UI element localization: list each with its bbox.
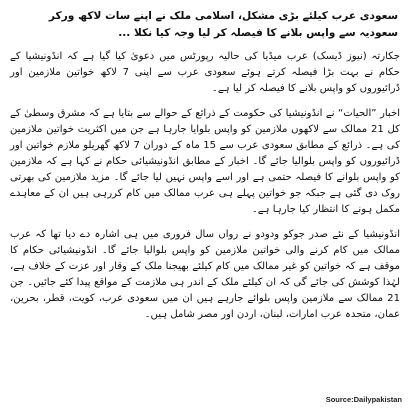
source-credit: Source:Dailypakistan [325, 395, 402, 404]
article-paragraph: انڈونیشیا کے نئے صدر جوکو ودودو نے رواں سال فروری میں ہی اشارہ دے دیا تھا کہ عرب ممالک میں کام کرنے والی خواتین ملازمین کو واپس بلوالیا جائے گا۔ انڈونیشیائی حکام کا موقف ہے کہ خواتین کو غیر ممالک میں کام کیلئے بھیجنا ملک کے وقار اور عزت کے خلاف ہے، لہٰذا کوشش کی جائے گی کہ ان کیلئے ملک کے اندر ہی ملازمت کے مواقع پیدا کئے جائیں۔ جن 21 ممالک سے ملازمین واپس بلوائے جارہے ہیں ان میں سعودی عرب، کویت، قطر، بحرین، عمان، متحدہ عرب امارات، لبنان، اردن اور مصر شامل ہیں۔ [10, 229, 400, 320]
article-body [10, 49, 400, 323]
article-paragraph: اخبار ”الحیات“ نے انڈونیشیا کی حکومت کے ذرائع کے حوالے سے بتایا ہے کہ مشرق وسطیٰ کے کل 21 ممالک سے لاکھوں ملازمین کو واپس بلوایا جارہا ہے جن میں اکثریت خواتین ملازمین کی ہے۔ ذرائع کے مطابق سعودی عرب سے 15 ماہ کے دوران 7 لاکھ گھریلو ملازم خواتین اور ڈرائیوروں کو واپس بلوالیا جائے گا۔ اخبار کے مطابق انڈونیشیائی حکام نے کہا ہے کہ ملازمین کو واپس بلوانے کا فیصلہ حتمی ہے اور اسے واپس نہیں لیا جائے گا۔ مزید ملازمین کی بھرتی روک دی گئی ہے جبکہ جو خواتین پہلے ہی عرب ممالک میں کام کررہی ہیں ان کے معاہدے مکمل ہونے کا انتظار کیا جارہا ہے۔ [10, 108, 400, 215]
article-paragraph: جکارتہ (نیوز ڈیسک) عرب میڈیا کی حالیہ رپورٹس میں دعویٰ کیا گیا ہے کہ انڈونیشیا کے حکام نے بہت بڑا فیصلہ کرتے ہوئے سعودی عرب سے اپنی 7 لاکھ خواتین ملازمین اور ڈرائیوروں کو واپس بلانے کا فیصلہ کر لیا ہے۔ [10, 51, 400, 94]
article-headline: سعودی عرب کیلئے بڑی مشکل، اسلامی ملک نے اپنے سات لاکھ ورکر سعودیہ سے واپس بلانے کا فیصلہ کر لیا وجہ کیا نکلا ... [48, 10, 398, 39]
